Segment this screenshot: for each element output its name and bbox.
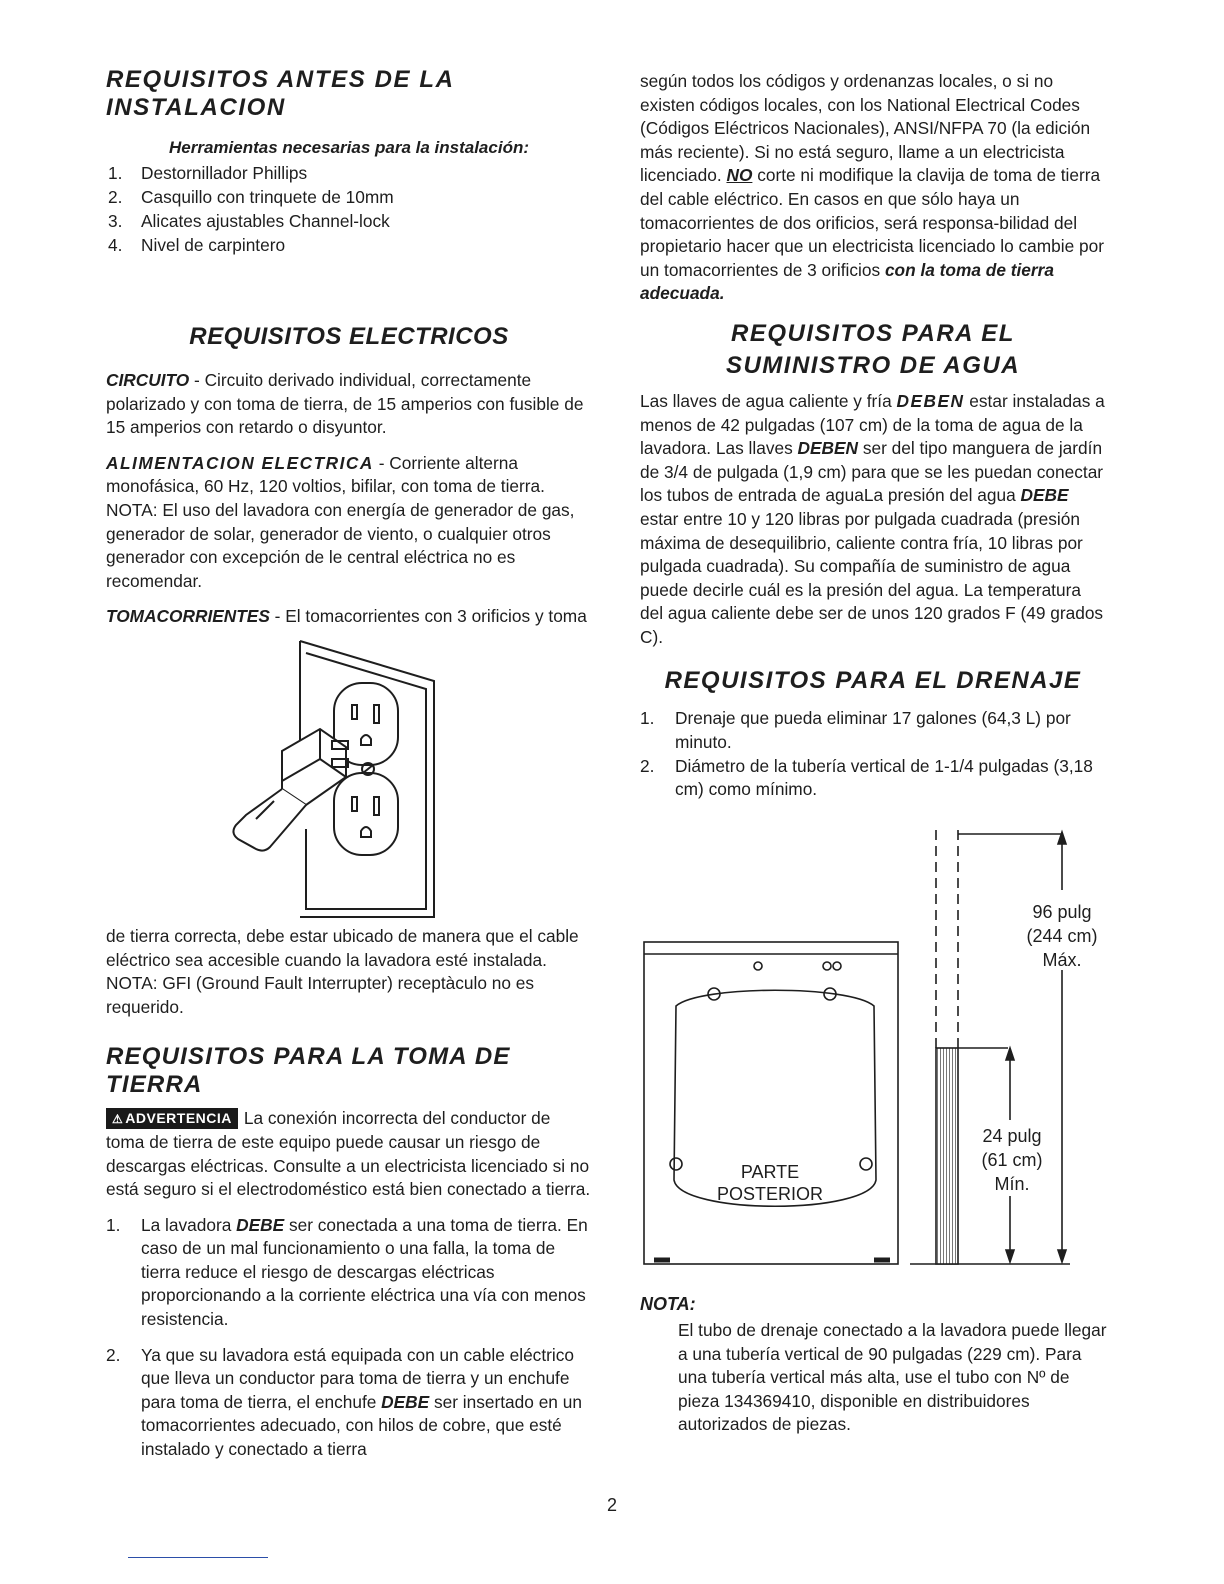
warning-icon: ⚠ xyxy=(112,1112,124,1127)
outlet-paragraph: TOMACORRIENTES - El tomacorrientes con 3 orificios y toma xyxy=(106,606,587,627)
list-item: 2. Ya que su lavadora está equipada con un cable eléctrico que lleva un conductor para toma de tierra y un enchufe para toma de tierra, el enchufe DEBE ser insertado en un tomacorrientes adecuado, con hilos de cobre, que esté instalado y conectado a tierra xyxy=(106,1344,582,1460)
list-item: 3. Alicates ajustables Channel-lock xyxy=(108,211,390,231)
max-height-line3: Máx. xyxy=(1042,950,1082,970)
supply-label: ALIMENTACION ELECTRICA xyxy=(106,452,374,473)
supply-paragraph: ALIMENTACION ELECTRICA - Corriente alterna monofásica, 60 Hz, 120 voltios, bifilar, con toma de tierra. NOTA: El uso del lavadora con energía de generador de gas, generador de solar, generador de viento, o cualquier otros generador con excepción de le central eléctrica no es recomendar. xyxy=(106,452,575,591)
water-paragraph: Las llaves de agua caliente y fría DEBEN estar instaladas a menos de 42 pulgadas (107 cm) de la toma de agua de la lavadora. Las llaves DEBEN ser del tipo manguera de jardín de 3/4 de pulgada (1,9 cm) para que se les puedan conectar los tubos de entrada de aguaLa presión del agua DEBE estar entre 10 y 120 libras por pulgada cuadrada (presión máxima de desequilibrio, caliente contra fría, 10 libras por pulgada cuadrada). Su compañía de suministro de agua puede decirle cuál es la presión del agua. La temperatura del agua caliente debe ser de unos 120 grados F (49 grados C). xyxy=(640,390,1105,647)
min-height-line3: Mín. xyxy=(994,1174,1030,1194)
note-text: El tubo de drenaje conectado a la lavadora puede llegar a una tubería vertical de 90 pulgadas (229 cm). Para una tubería vertical más alta, use el tubo con Nº de pieza 134369410, disponible en distribuidores autorizados de piezas. xyxy=(678,1320,1107,1435)
pre-install-title: REQUISITOS ANTES DE LA INSTALACION xyxy=(106,66,454,121)
left-column xyxy=(106,66,592,1462)
circuit-paragraph: CIRCUITO - Circuito derivado individual, correctamente polarizado y con toma de tierra, de 15 amperios con fusible de 15 amperios con retardo o disyuntor. xyxy=(106,370,584,438)
electrical-title: REQUISITOS ELECTRICOS xyxy=(189,323,509,350)
rear-label-line2: POSTERIOR xyxy=(716,1184,824,1204)
min-height-line2: (61 cm) xyxy=(981,1150,1043,1170)
drain-note xyxy=(640,1294,1110,1437)
note-label: NOTA: xyxy=(640,1294,696,1314)
grounding-list xyxy=(106,1214,592,1462)
warning-paragraph: ⚠ ADVERTENCIA La conexión incorrecta del conductor de toma de tierra de este equipo puede causar un riesgo de descargas eléctricas. Consulte a un electricista licenciado si no está seguro si el electrodoméstico está bien conectado a tierra. xyxy=(106,1108,591,1200)
drain-list xyxy=(640,707,1106,801)
warning-badge: ⚠ ADVERTENCIA xyxy=(106,1108,238,1129)
grounding-title: REQUISITOS PARA LA TOMA DE TIERRA xyxy=(106,1043,511,1099)
circuit-label: CIRCUITO xyxy=(106,370,190,390)
grounding-continuation: según todos los códigos y ordenanzas locales, o si no existen códigos locales, con los National Electrical Codes (Códigos Eléctricos Nacionales), ANSI/NFPA 70 (la edición más reciente). Si no está seguro, llame a un electricista licenciado. NO corte ni modifique la clavija de toma de tierra del cable eléctrico. En casos en que sólo haya un tomacorrientes de dos orificios, será responsa-bilidad del propietario hacer que un electricista licenciado lo cambie por un tomacorrientes de 3 orificios con la toma de tierra adecuada. xyxy=(640,71,1104,304)
drain-height-diagram xyxy=(640,820,1110,1270)
outlet-paragraph-cont: de tierra correcta, debe estar ubicado de manera que el cable eléctrico sea accesible cuando la lavadora esté instalada. NOTA: GFI (Ground Fault Interrupter) receptàculo no es requerido. xyxy=(106,925,579,1017)
page-number: 2 xyxy=(606,1495,617,1515)
outlet-illustration xyxy=(106,629,592,919)
plug-outlet-icon xyxy=(106,629,592,919)
no-emphasis: NO xyxy=(726,165,753,186)
list-item: 1. Destornillador Phillips xyxy=(108,163,308,183)
tools-list xyxy=(108,161,592,257)
water-title-line1: REQUISITOS PARA EL xyxy=(731,319,1015,347)
list-item: 2. Diámetro de la tubería vertical de 1-1/4 pulgadas (3,18 cm) como mínimo. xyxy=(640,755,1093,800)
max-height-line2: (244 cm) xyxy=(1026,926,1098,946)
outlet-label: TOMACORRIENTES xyxy=(106,606,270,627)
rear-label-line1: PARTE xyxy=(740,1162,800,1182)
list-item: 2. Casquillo con trinquete de 10mm xyxy=(108,187,394,207)
tools-heading: Herramientas necesarias para la instalación: xyxy=(168,138,529,157)
drain-title: REQUISITOS PARA EL DRENAJE xyxy=(664,667,1082,695)
list-item: 1. Drenaje que pueda eliminar 17 galones (64,3 L) por minuto. xyxy=(640,708,1071,753)
footer-rule xyxy=(128,1557,268,1558)
right-column xyxy=(640,70,1106,802)
list-item: 1. La lavadora DEBE ser conectada a una toma de tierra. En caso de un mal funcionamiento o una falla, la toma de tierra reduce el riesgo de descargas eléctricas proporcionando a la corriente eléctrica una vía con menos resistencia. xyxy=(106,1214,588,1330)
water-title-line2: SUMINISTRO DE AGUA xyxy=(725,351,1021,379)
max-height-line1: 96 pulg xyxy=(1032,902,1092,922)
list-item: 4. Nivel de carpintero xyxy=(108,235,286,255)
min-height-line1: 24 pulg xyxy=(982,1126,1042,1146)
